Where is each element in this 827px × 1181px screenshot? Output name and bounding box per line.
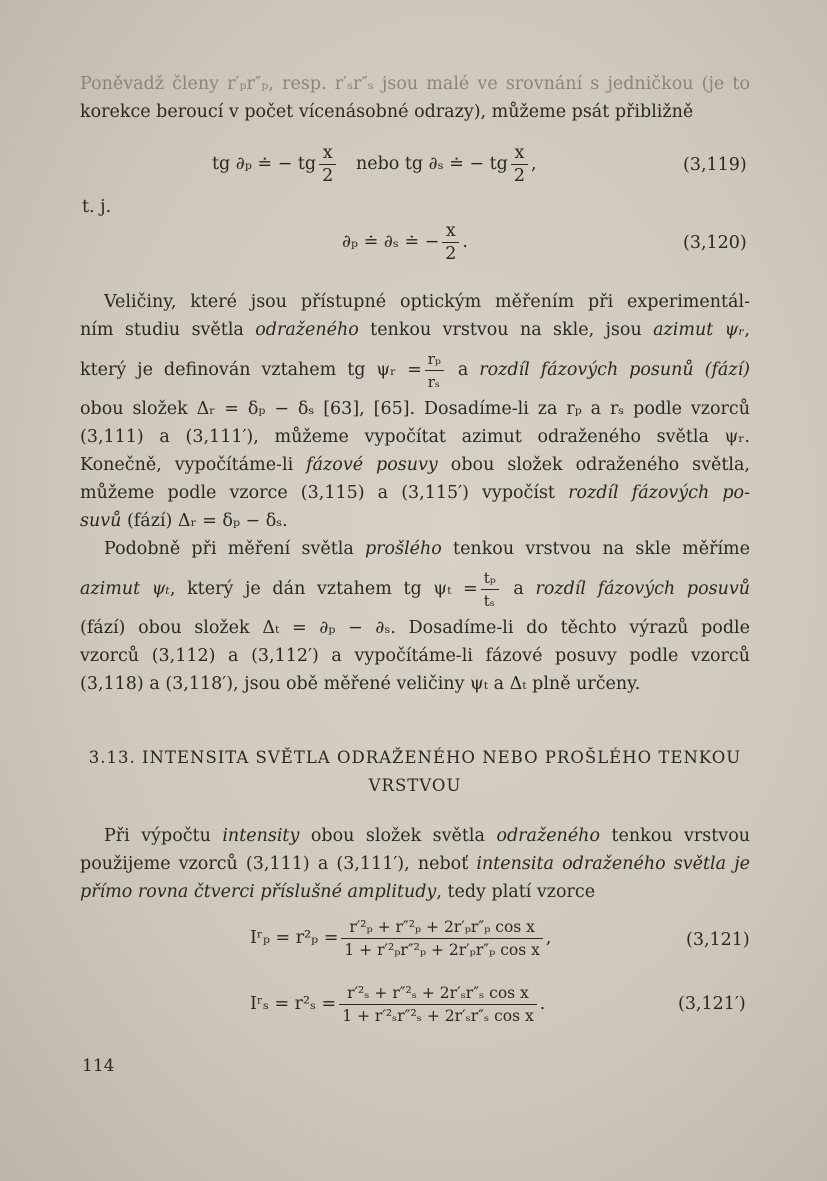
section-heading-line-1: 3.13. INTENSITA SVĚTLA ODRAŽENÉHO NEBO PROŠLÉHO TENKOU [88,748,742,767]
equation-number-3-119: (3,119) [683,155,747,175]
paragraph-1-line-2: korekce beroucí v počet vícenásobné odrazy), můžeme psát přibližně [80,102,694,122]
paragraph-3-line-5: (3,118) a (3,118′), jsou obě měřené veličiny ψₜ a Δₜ plně určeny. [80,674,641,694]
paragraph-2-line-1: Veličiny, které jsou přístupné optickým měřením při experimentál- [104,292,750,312]
paragraph-2-line-4: obou složek Δᵣ = δₚ − δₛ [63], [65]. Dosadíme-li za rₚ a rₛ podle vzorců [80,399,750,419]
paragraph-1-line-1: Poněvadž členy r′ₚr″ₚ, resp. r′ₛr″ₛ jsou malé ve srovnání s jedničkou (je to [80,74,750,94]
paragraph-2-line-6: Konečně, vypočítáme-li fázové posuvy obou složek odraženého světla, [80,455,750,475]
paragraph-4-line-3: přímo rovna čtverci příslušné amplitudy, tedy platí vzorce [80,882,596,902]
t-j-label: t. j. [82,197,112,217]
equation-3-121-prime: Iʳₛ = r²ₛ = $\frac{\text{r′²ₛ + r″²ₛ + 2r′ₛr″ₛ cos x}}{\text{1 + r′²ₛr″²ₛ + 2r′ₛr″ₛ cos x}}$ . [250,984,546,1025]
paragraph-3-line-2: azimut ψₜ, který je dán vztahem tg ψₜ = $\frac{\text{tₚ}}{\text{tₛ}}$ a rozdíl fázových posuvů [80,569,751,610]
equation-3-121: Iʳₚ = r²ₚ = $\frac{\text{r′²ₚ + r″²ₚ + 2r′ₚr″ₚ cos x}}{\text{1 + r′²ₚr″²ₚ + 2r′ₚr″ₚ cos x}}$ , [250,918,552,959]
equation-3-120: ∂ₚ ≐ ∂ₛ ≐ − $\frac{x}{2}$ . [342,221,468,264]
paragraph-2-line-5: (3,111) a (3,111′), můžeme vypočítat azimut odraženého světla ψᵣ. [80,427,750,447]
paragraph-2-line-8: suvů (fází) Δᵣ = δₚ − δₛ. [80,511,288,531]
paragraph-3-line-4: vzorců (3,112) a (3,112′) a vypočítáme-li fázové posuvy podle vzorců [80,646,750,666]
paragraph-2-line-2: ním studiu světla odraženého tenkou vrstvou na skle, jsou azimut ψᵣ, [80,320,750,340]
equation-number-3-120: (3,120) [683,233,747,253]
equation-number-3-121: (3,121) [686,930,750,950]
paragraph-3-line-1: Podobně při měření světla prošlého tenkou vrstvou na skle měříme [104,539,750,559]
paragraph-3-line-3: (fází) obou složek Δₜ = ∂ₚ − ∂ₛ. Dosadíme-li do těchto výrazů podle [80,618,750,638]
equation-number-3-121-prime: (3,121′) [678,994,746,1014]
paragraph-4-line-1: Při výpočtu intensity obou složek světla odraženého tenkou vrstvou [104,826,750,846]
page-number: 114 [82,1056,115,1076]
paragraph-4-line-2: použijeme vzorců (3,111) a (3,111′), neboť intensita odraženého světla je [80,854,750,874]
equation-3-119: tg ∂ₚ ≐ − tg $\frac{x}{2}$ nebo tg ∂ₛ ≐ − tg $\frac{x}{2}$ , [212,143,537,186]
paragraph-2-line-3: který je definován vztahem tg ψᵣ = $\frac{\text{rₚ}}{\text{rₛ}}$ a rozdíl fázových posunů (fází) [80,350,750,391]
paragraph-2-line-7: můžeme podle vzorce (3,115) a (3,115′) vypočíst rozdíl fázových po- [80,483,750,503]
section-heading-line-2: VRSTVOU [368,776,462,795]
